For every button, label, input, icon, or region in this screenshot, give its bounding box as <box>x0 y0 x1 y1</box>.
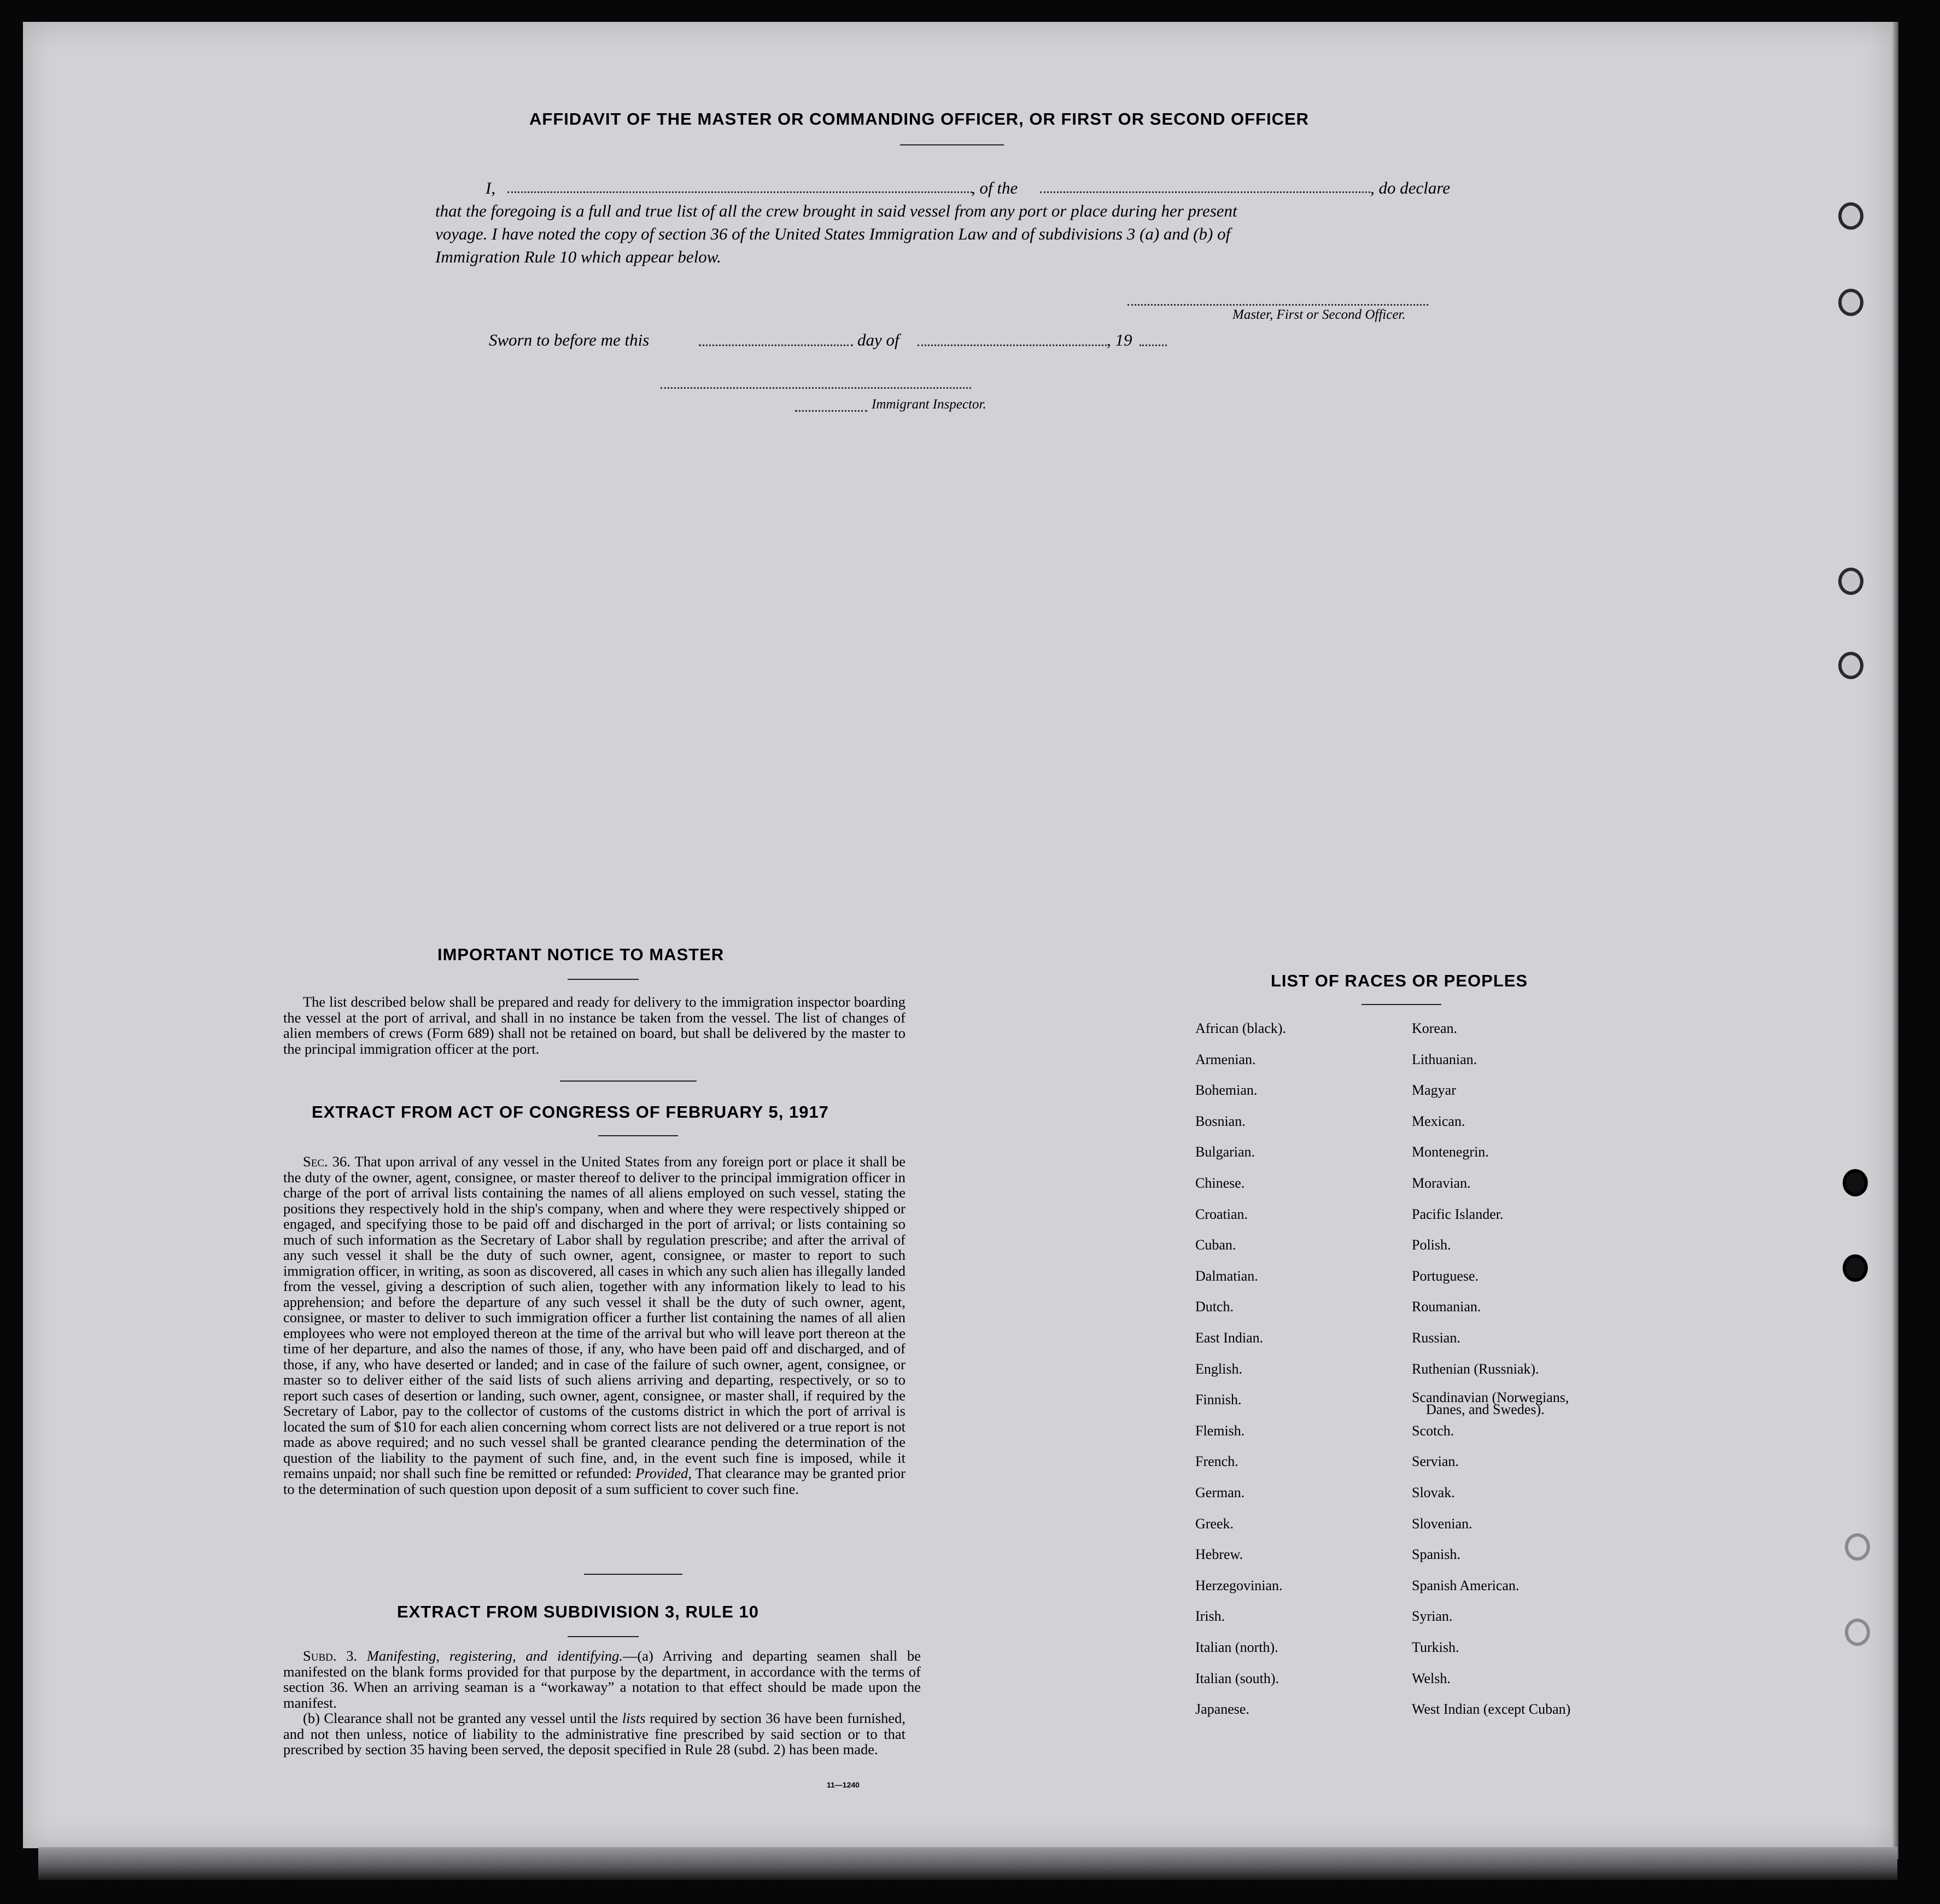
race-item: Welsh. <box>1412 1670 1451 1686</box>
race-item: Spanish American. <box>1412 1577 1520 1593</box>
race-item: Italian (south). <box>1195 1670 1279 1686</box>
race-item: Finnish. <box>1195 1392 1242 1408</box>
affidavit-line-2: that the foregoing is a full and true list of all the crew brought in said vessel from any port or place during her present <box>435 201 1237 220</box>
race-item: French. <box>1195 1453 1238 1470</box>
rule-a-text: Arriving and departing seamen shall be manifested on the blank forms provided for that purpose by the department, in accordance with the terms of section 36. When an arriving seaman is a “workaway” a notation to that effect should be made upon the manifest. <box>283 1648 921 1711</box>
sworn-month-blank <box>918 344 1107 346</box>
race-item: Turkish. <box>1412 1639 1459 1655</box>
race-item: Italian (north). <box>1195 1639 1278 1655</box>
binder-hole <box>1845 1533 1870 1561</box>
race-item: Servian. <box>1412 1453 1459 1470</box>
race-item: Bohemian. <box>1195 1082 1258 1099</box>
rule-subd-label: Subd. 3. <box>303 1648 358 1664</box>
race-item: Ruthenian (Russniak). <box>1412 1360 1539 1377</box>
notice-text: The list described below shall be prepared and ready for delivery to the immigration inspector boarding the vessel at the port of arrival, and shall in no instance be taken from the vessel. The list of changes of alien members of crews (Form 689) shall not be retained on board, but shall be delivered by the master to the principal immigration officer at the port. <box>283 994 905 1057</box>
affidavit-of-the: , of the <box>971 178 1018 197</box>
page-edge-bottom <box>38 1847 1897 1880</box>
race-item: West Indian (except Cuban) <box>1412 1701 1571 1718</box>
race-item: Dalmatian. <box>1195 1268 1258 1284</box>
affidavit-declare: , do declare <box>1370 178 1451 197</box>
act-sec-label: Sec. 36. <box>303 1153 350 1170</box>
affidavit-title: AFFIDAVIT OF THE MASTER OR COMMANDING OFFICER, OR FIRST OR SECOND OFFICER <box>529 109 1310 129</box>
inspector-signature-line <box>661 387 971 389</box>
sworn-day-of: day of <box>857 330 899 349</box>
race-item: East Indian. <box>1195 1330 1264 1346</box>
sworn-prefix: Sworn to before me this <box>489 330 650 349</box>
name-blank <box>507 191 972 193</box>
race-item: Mexican. <box>1412 1113 1465 1129</box>
binder-hole <box>1843 1169 1868 1196</box>
master-caption: Master, First or Second Officer. <box>1232 307 1406 322</box>
race-item: Portuguese. <box>1412 1268 1479 1284</box>
affidavit-i: I, <box>486 178 496 197</box>
rule-b-text-2: required by section 36 have been furnished, and not then unless, notice of liability to the administrative fine prescribed by said section or to that prescribed by section 35 having been served, the deposit specified in Rule 28 (subd. 2) has been made. <box>283 1710 905 1757</box>
race-item: Magyar <box>1412 1082 1456 1099</box>
race-item: Pacific Islander. <box>1412 1206 1504 1222</box>
race-item: Chinese. <box>1195 1175 1245 1191</box>
race-item: Bulgarian. <box>1195 1144 1255 1160</box>
race-item: Syrian. <box>1412 1608 1453 1625</box>
document-page <box>23 22 1892 1848</box>
binder-hole <box>1838 568 1863 595</box>
rule-b-lists: lists <box>622 1710 646 1726</box>
race-item: Armenian. <box>1195 1051 1256 1067</box>
act-title: EXTRACT FROM ACT OF CONGRESS OF FEBRUARY 5, 1917 <box>312 1102 829 1122</box>
rule-rule <box>568 1636 639 1637</box>
notice-rule <box>568 979 639 980</box>
master-signature-line <box>1127 304 1428 306</box>
affidavit-line-3: voyage. I have noted the copy of section 36 of the United States Immigration Law and of subdivisions 3 (a) and (b) of <box>435 224 1231 243</box>
race-item: Moravian. <box>1412 1175 1471 1191</box>
race-item: Slovak. <box>1412 1485 1455 1500</box>
race-item: Hebrew. <box>1195 1546 1243 1563</box>
act-text <box>283 1154 905 1497</box>
race-item: English. <box>1195 1360 1242 1377</box>
race-item: Dutch. <box>1195 1299 1234 1315</box>
rule-para-a <box>283 1648 921 1710</box>
affidavit-line-4: Immigration Rule 10 which appear below. <box>435 247 721 266</box>
sworn-year: , 19 <box>1107 330 1132 349</box>
race-item: Montenegrin. <box>1412 1144 1489 1160</box>
act-end-rule <box>584 1574 682 1575</box>
race-item: Croatian. <box>1195 1206 1248 1222</box>
rule-title: EXTRACT FROM SUBDIVISION 3, RULE 10 <box>397 1602 759 1621</box>
rule-b-label: (b) <box>303 1710 320 1726</box>
race-item: German. <box>1195 1485 1245 1500</box>
race-item: Flemish. <box>1195 1422 1245 1439</box>
race-item: Korean. <box>1412 1020 1458 1036</box>
act-body: That upon arrival of any vessel in the United States from any foreign port or place it shall be the duty of the owner, agent, consignee, or master thereof to deliver to the principal immigration officer in charge of the port of arrival lists containing the names of all aliens employed on such vessel, stating the positions they respectively hold in the ship's company, when and where they were respectively shipped or engaged, and specifying those to be paid off and discharged in the port of arrival; or lists containing so much of such information as the Secretary of Labor shall by regulation prescribe; and after the arrival of any such vessel it shall be the duty of such owner, agent, consignee, or master to report to such immigration officer, in writing, as soon as discovered, all cases in which any such alien has illegally landed from the vessel, giving a description of such alien, together with any information likely to lead to his apprehension; and before the departure of any such vessel it shall be the duty of such owner, agent, consignee, or master to deliver to such immigration officer a further list containing the names of all alien employees who were not employed thereon at the time of the arrival but who will leave port thereon at the time of her departure, and also the names of those, if any, who have been paid off and discharged, and of those, if any, who have deserted or landed; and in case of the failure of such owner, agent, consignee, or master so to deliver either of the said lists of such aliens arriving and departing, respectively, or so to report such cases of desertion or landing, such owner, agent, consignee, or master shall, if required by the Secretary of Labor, pay to the collector of customs of the customs district in which the port of arrival is located the sum of $10 for each alien concerning whom correct lists are not delivered or a true report is not made as above required; and no such vessel shall be granted clearance pending the determination of the question of the liability to the payment of such fine, and, in the event such fine is imposed, while it remains unpaid; nor shall such fine be remitted or refunded: <box>283 1153 905 1481</box>
inspector-prefix-line <box>795 410 867 412</box>
act-proviso-text: That clearance may be granted prior to the determination of such question upon deposit of a sum sufficient to cover such fine. <box>283 1465 906 1497</box>
sworn-year-blank <box>1140 344 1167 346</box>
section-rule <box>560 1081 697 1082</box>
race-item: Spanish. <box>1412 1546 1460 1563</box>
race-item: Greek. <box>1195 1515 1234 1532</box>
notice-title: IMPORTANT NOTICE TO MASTER <box>437 945 724 964</box>
binder-hole <box>1838 289 1863 316</box>
binder-hole <box>1845 1619 1870 1646</box>
act-rule <box>598 1135 678 1136</box>
race-item: Japanese. <box>1195 1701 1249 1718</box>
race-item: Polish. <box>1412 1237 1451 1253</box>
rule-a-label: —(a) <box>622 1648 653 1664</box>
race-item: Bosnian. <box>1195 1113 1246 1129</box>
binder-hole <box>1838 652 1863 679</box>
inspector-caption: Immigrant Inspector. <box>872 397 986 412</box>
rule-para-b <box>283 1710 905 1757</box>
race-item: Slovenian. <box>1412 1515 1472 1532</box>
title-rule <box>900 144 1004 145</box>
race-item: Scandinavian (Norwegians, Danes, and Swedes). <box>1412 1389 1569 1418</box>
race-item-wrap: Danes, and Swedes). <box>1426 1401 1545 1418</box>
races-rule <box>1361 1004 1441 1005</box>
binder-hole <box>1843 1254 1868 1282</box>
race-item: Herzegovinian. <box>1195 1577 1283 1593</box>
race-item: Cuban. <box>1195 1237 1236 1253</box>
binder-hole <box>1838 202 1863 230</box>
races-title: LIST OF RACES OR PEOPLES <box>1271 971 1528 990</box>
form-number: 11—1240 <box>827 1780 860 1789</box>
race-item: Irish. <box>1195 1608 1225 1625</box>
act-proviso-word: Provided, <box>635 1465 692 1481</box>
sworn-day-blank <box>699 344 853 346</box>
vessel-blank <box>1040 191 1370 193</box>
race-item: African (black). <box>1195 1020 1287 1036</box>
page-edge <box>1892 22 1898 1859</box>
race-item: Lithuanian. <box>1412 1051 1477 1067</box>
rule-b-text-1: Clearance shall not be granted any vessel until the <box>324 1710 618 1726</box>
race-item: Scotch. <box>1412 1422 1454 1439</box>
race-item: Russian. <box>1412 1330 1460 1346</box>
race-item: Roumanian. <box>1412 1299 1481 1315</box>
rule-subd-heading: Manifesting, registering, and identifying. <box>366 1648 623 1664</box>
